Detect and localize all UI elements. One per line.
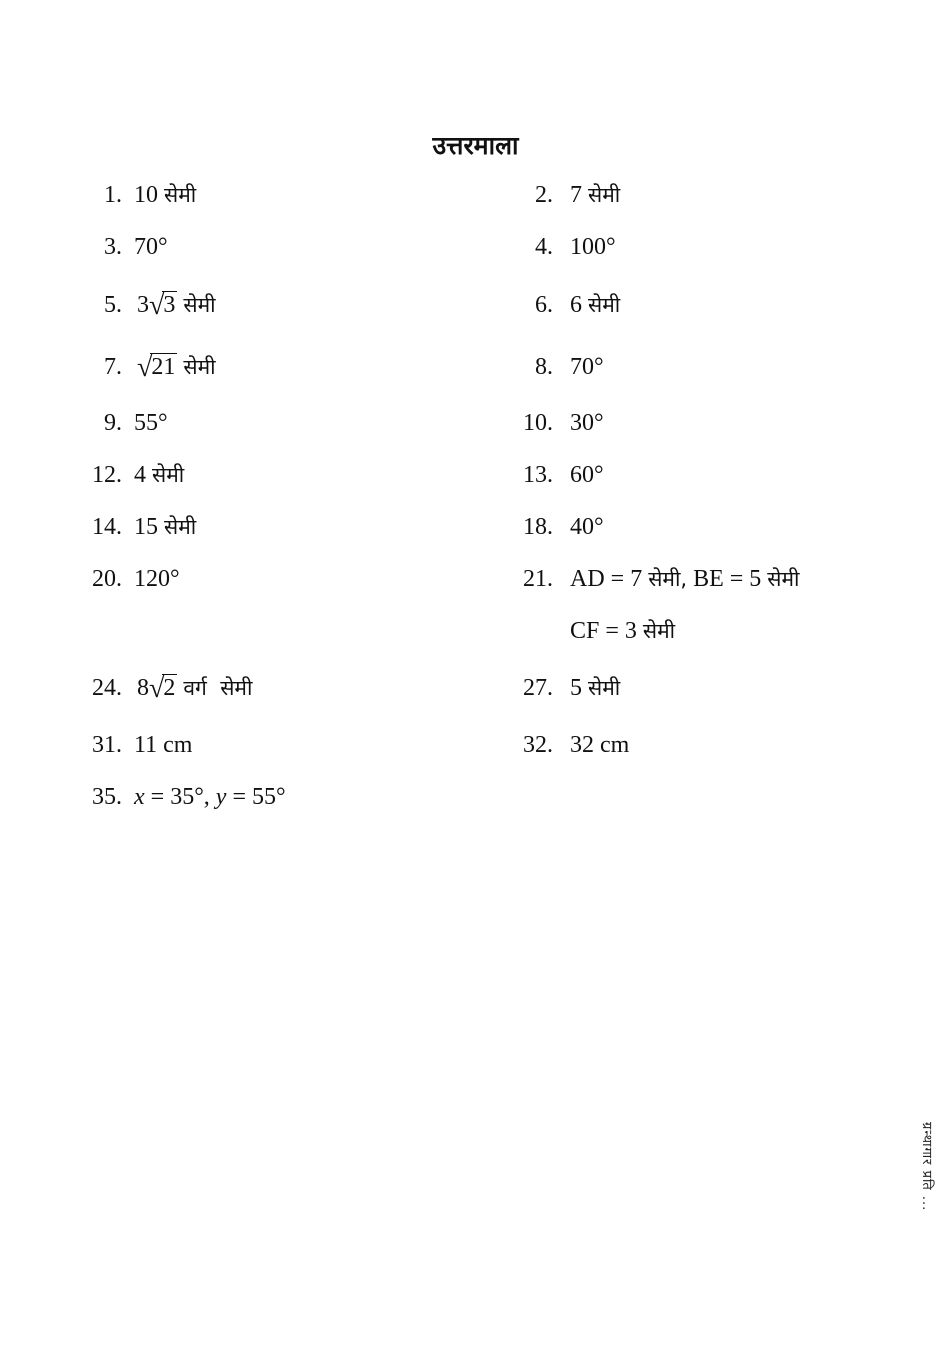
answer-value: 6 सेमी xyxy=(570,292,621,318)
answer-number: 20. xyxy=(92,566,122,592)
answer-value: CF = 3 सेमी xyxy=(570,618,676,644)
answer-number: 14. xyxy=(92,514,122,540)
answer-value: 8√2 वर्ग सेमी xyxy=(137,673,253,704)
answer-number: 10. xyxy=(523,410,553,436)
answer-value: 32 cm xyxy=(570,732,630,758)
side-stamp xyxy=(905,1120,945,1295)
answer-value: 3√3 सेमी xyxy=(137,290,216,321)
answer-number: 5. xyxy=(104,292,122,318)
answer-number: 1. xyxy=(104,182,122,208)
answer-number: 3. xyxy=(104,234,122,260)
answer-number: 27. xyxy=(523,675,553,701)
answer-number: 7. xyxy=(104,354,122,380)
answer-value: 7 सेमी xyxy=(570,182,621,208)
answer-value: x = 35°, y = 55° xyxy=(134,784,286,810)
answer-value: 70° xyxy=(570,354,604,380)
answer-value: 120° xyxy=(134,566,180,592)
answer-value: 4 सेमी xyxy=(134,462,185,488)
answer-value: 60° xyxy=(570,462,604,488)
answer-value: 40° xyxy=(570,514,604,540)
page-title: उत्तरमाला xyxy=(432,131,519,160)
answer-value: 70° xyxy=(134,234,168,260)
answer-number: 21. xyxy=(523,566,553,592)
answer-number: 35. xyxy=(92,784,122,810)
answer-value: 30° xyxy=(570,410,604,436)
square-root: √21 xyxy=(137,352,176,383)
answer-number: 24. xyxy=(92,675,122,701)
answer-number: 32. xyxy=(523,732,553,758)
answer-value: 100° xyxy=(570,234,616,260)
square-root: √2 xyxy=(149,673,176,704)
answer-number: 4. xyxy=(535,234,553,260)
answer-value: 10 सेमी xyxy=(134,182,197,208)
answer-value: 5 सेमी xyxy=(570,675,621,701)
answer-number: 31. xyxy=(92,732,122,758)
answer-number: 2. xyxy=(535,182,553,208)
answer-number: 6. xyxy=(535,292,553,318)
answer-value: AD = 7 सेमी, BE = 5 सेमी xyxy=(570,566,800,592)
answer-value: √21 सेमी xyxy=(137,352,216,383)
answer-number: 18. xyxy=(523,514,553,540)
side-stamp-text: ग्रन्थागार प्रति ... xyxy=(919,1122,934,1212)
answer-value: 11 cm xyxy=(134,732,193,758)
answer-number: 13. xyxy=(523,462,553,488)
answer-number: 9. xyxy=(104,410,122,436)
answer-number: 12. xyxy=(92,462,122,488)
answer-value: 15 सेमी xyxy=(134,514,197,540)
answer-number: 8. xyxy=(535,354,553,380)
square-root: √3 xyxy=(149,290,176,321)
answer-value: 55° xyxy=(134,410,168,436)
